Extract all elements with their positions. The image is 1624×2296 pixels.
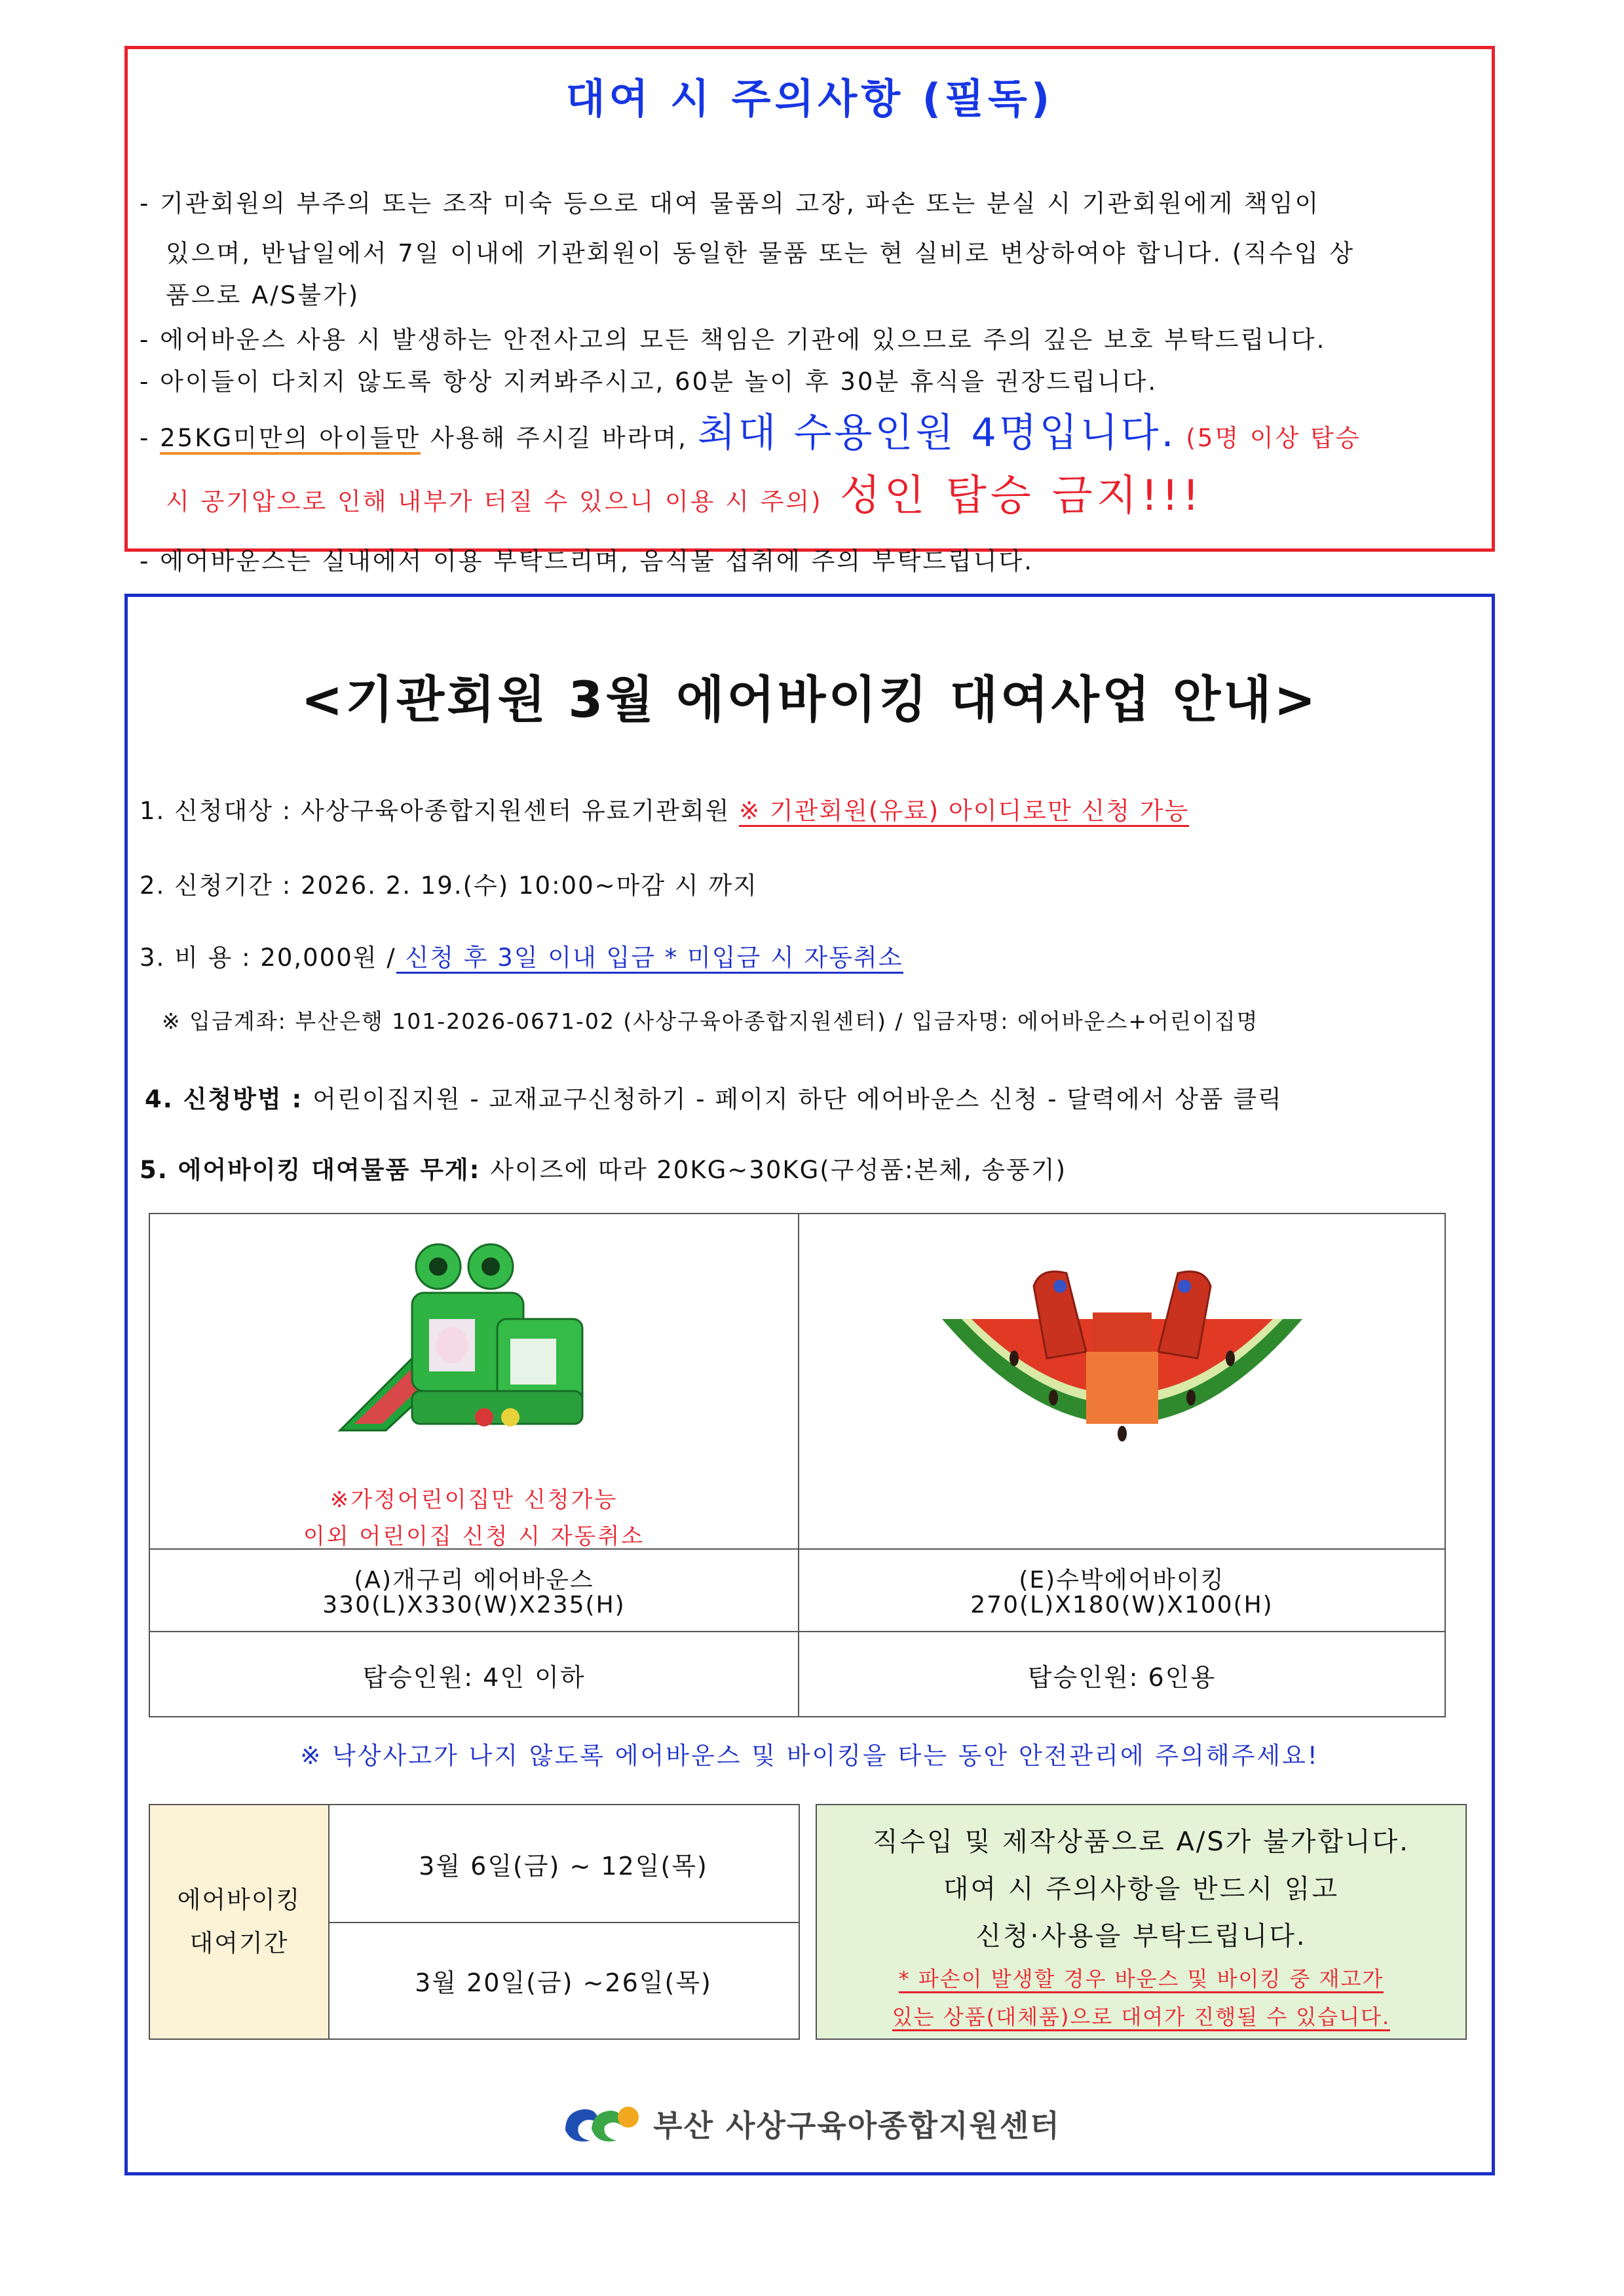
item-fee-label: 3. 비 용 : 20,000원 / xyxy=(140,944,396,972)
item-method xyxy=(145,1079,1283,1115)
notice-line-6-prefix: - xyxy=(140,424,161,452)
notice-line-7-red: 시 공기압으로 인해 내부가 터질 수 있으니 이용 시 주의) xyxy=(166,488,823,516)
rental-period-label xyxy=(150,1805,330,2038)
as-notice-line-5-text: 있는 상품(대체품)으로 대여가 진행될 수 있습니다. xyxy=(892,2004,1390,2031)
footer-org-name: 부산 사상구육아종합지원센터 xyxy=(653,2108,1061,2143)
item-period: 2. 신청기간 : 2026. 2. 19.(수) 10:00~마감 시 까지 xyxy=(140,871,758,900)
watermelon-capacity: 탑승인원: 6인용 xyxy=(1027,1663,1217,1692)
frog-product-name: (A)개구리 에어바운스 xyxy=(354,1567,594,1594)
weight-limit-text: 25KG미만의 아이들만 xyxy=(160,424,421,455)
item-method-label: 4. 신청방법 : xyxy=(145,1085,313,1113)
notice-line-3: 품으로 A/S불가) xyxy=(166,281,360,309)
watermelon-product-size: 270(L)X180(W)X100(H) xyxy=(970,1592,1274,1618)
item-fee-account: ※ 입금계좌: 부산은행 101-2026-0671-02 (사상구육아종합지원센터) / 입금자명: 에어바운스+어린이집명 xyxy=(162,1008,1259,1034)
item-target xyxy=(140,791,1189,826)
frog-note-1: ※가정어린이집만 신청가능 xyxy=(330,1487,618,1513)
notice-title: 대여 시 주의사항 (필독) xyxy=(565,75,1054,123)
as-notice-line-1: 직수입 및 제작상품으로 A/S가 불가합니다. xyxy=(872,1827,1410,1857)
item-fee xyxy=(140,938,903,973)
table-divider-2 xyxy=(150,1631,1445,1632)
as-notice-line-4-text: * 파손이 발생할 경우 바운스 및 바이킹 중 재고가 xyxy=(899,1966,1384,1993)
notice-line-2: 있으며, 반납일에서 7일 이내에 기관회원이 동일한 물품 또는 현 실비로 변상하여야 합니다. (직수입 상 xyxy=(166,239,1355,267)
as-notice-line-2: 대여 시 주의사항을 반드시 읽고 xyxy=(943,1874,1340,1904)
frog-bounce-image xyxy=(314,1234,589,1437)
notice-line-1: - 기관회원의 부주의 또는 조작 미숙 등으로 대여 물품의 고장, 파손 또는 분실 시 기관회원에게 책임이 xyxy=(140,189,1321,218)
frog-product-size: 330(L)X330(W)X235(H) xyxy=(322,1592,626,1618)
item-method-value: 어린이집지원 - 교재교구신청하기 - 페이지 하단 에어바운스 신청 - 달력에서 상품 클릭 xyxy=(312,1085,1283,1113)
rental-period-label-1: 에어바이킹 xyxy=(177,1886,301,1914)
as-notice-box xyxy=(816,1804,1467,2040)
item-target-label: 1. 신청대상 : 사상구육아종합지원센터 유료기관회원 xyxy=(140,797,740,825)
item-weight xyxy=(140,1150,1067,1185)
adult-prohibited-text: 성인 탑승 금지!!! xyxy=(822,472,1203,520)
table-divider-1 xyxy=(150,1548,1445,1550)
item-weight-label: 5. 에어바이킹 대여물품 무게: xyxy=(140,1156,491,1184)
as-notice-line-5 xyxy=(817,2000,1465,2031)
rental-period-table xyxy=(149,1804,800,2040)
notice-line-6-mid: 사용해 주시길 바라며, xyxy=(421,424,698,452)
notice-line-6 xyxy=(140,410,1480,458)
footer-logo xyxy=(128,2097,1492,2150)
notice-line-6-red: (5명 이상 탑승 xyxy=(1176,424,1361,452)
rental-period-row-2: 3월 20일(금) ~26일(목) xyxy=(415,1968,712,1997)
frog-note-2: 이외 어린이집 신청 시 자동취소 xyxy=(303,1523,645,1550)
main-info-box xyxy=(124,594,1495,2175)
item-fee-note: 신청 후 3일 이내 입금 * 미입금 시 자동취소 xyxy=(396,944,903,974)
notice-line-7 xyxy=(140,472,1480,522)
watermelon-viking-image xyxy=(935,1260,1309,1470)
frog-capacity: 탑승인원: 4인 이하 xyxy=(362,1663,586,1692)
product-col-frog xyxy=(150,1214,799,1716)
item-weight-value: 사이즈에 따라 20KG~30KG(구성품:본체, 송풍기) xyxy=(490,1156,1067,1184)
main-title: <기관회원 3월 에어바이킹 대여사업 안내> xyxy=(301,670,1319,729)
notice-line-8: - 에어바운스는 실내에서 이용 부탁드리며, 음식물 섭취에 주의 부탁드립니다. xyxy=(140,547,1034,575)
item-target-note: ※ 기관회원(유료) 아이디로만 신청 가능 xyxy=(739,797,1189,827)
notice-line-4: - 에어바운스 사용 시 발생하는 안전사고의 모든 책임은 기관에 있으므로 주의 깊은 보호 부탁드립니다. xyxy=(140,326,1327,354)
rental-period-row-1: 3월 6일(금) ~ 12일(목) xyxy=(328,1805,799,1923)
product-col-watermelon xyxy=(798,1214,1446,1716)
org-logo-icon xyxy=(559,2097,644,2150)
product-table xyxy=(149,1213,1446,1717)
watermelon-product-name: (E)수박에어바이킹 xyxy=(1019,1567,1225,1594)
rental-period-label-2: 대여기간 xyxy=(189,1929,289,1957)
as-notice-line-4 xyxy=(817,1962,1465,1993)
as-notice-line-3: 신청·사용을 부탁드립니다. xyxy=(975,1921,1307,1951)
safety-caution: ※ 낙상사고가 나지 않도록 에어바운스 및 바이킹을 타는 동안 안전관리에 주의해주세요! xyxy=(300,1742,1319,1770)
notice-line-5: - 아이들이 다치지 않도록 항상 지켜봐주시고, 60분 놀이 후 30분 휴식을 권장드립니다. xyxy=(140,368,1158,396)
max-capacity-text: 최대 수용인원 4명입니다. xyxy=(697,410,1177,456)
notice-box xyxy=(124,46,1495,575)
